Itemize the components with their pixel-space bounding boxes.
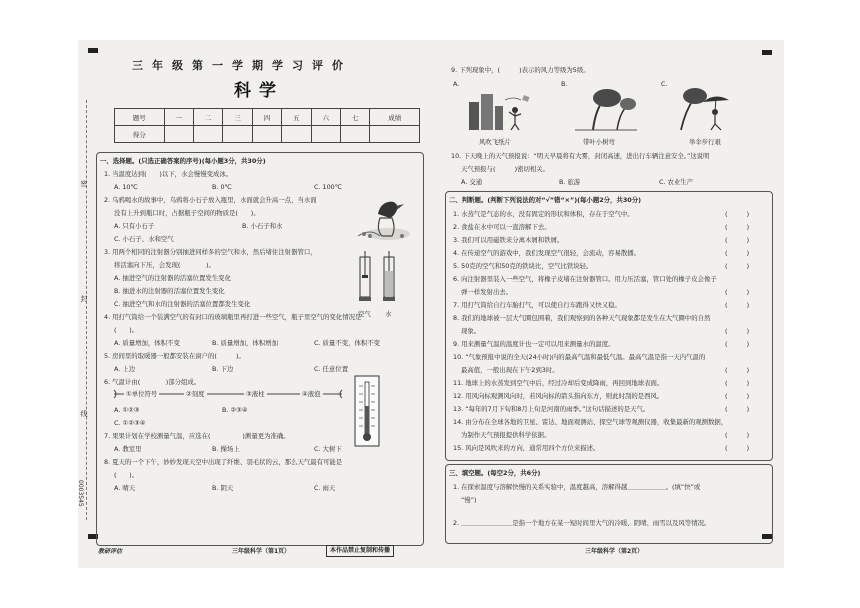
copyright-stamp: 本作品禁止复制和传播	[326, 545, 394, 557]
judge-item-2: 2. 食盐在水中可以一直溶解下去。	[453, 223, 551, 231]
judge-item-8: 8. 我们的地球被一层大气圈包围着，我们观察到的各种天气现象都是发生在大气圈中的自然	[453, 314, 711, 322]
judge-item-11: 11. 地球上的水蒸发到空气中后，经过冷却后变成降雨，再回到地球表面。	[453, 379, 664, 387]
binding-mark-1: 密	[80, 180, 88, 187]
fill-question-2[interactable]: 2. ＿＿＿＿＿＿＿＿是指一个地方在某一短时间里大气的冷暖、阴晴、雨雪以及风等情况。	[453, 519, 711, 527]
q1-option-a[interactable]: A. 10℃	[114, 183, 138, 191]
q1-option-c[interactable]: C. 100℃	[314, 183, 342, 191]
q6-option-c[interactable]: C. ①②③④	[114, 419, 146, 427]
serial-number: 0003545	[77, 480, 84, 507]
umbrella-walk-illustration	[675, 84, 741, 132]
score-cell[interactable]	[311, 126, 340, 143]
q9-option-a[interactable]: A.	[453, 80, 460, 88]
q2-option-c[interactable]: C. 小石子、水和空气	[114, 235, 174, 243]
score-cell[interactable]	[164, 126, 193, 143]
score-row-label: 得分	[115, 126, 165, 143]
score-header: 题号	[115, 109, 165, 126]
subject-title: 科学	[234, 81, 284, 101]
thermometer-part-2: ②刻度	[186, 390, 205, 398]
answer-paren[interactable]: ( )	[725, 340, 750, 348]
q9-option-b[interactable]: B.	[561, 80, 568, 88]
exam-sheet	[78, 40, 784, 568]
q10-option-b[interactable]: B. 旅游	[559, 178, 581, 186]
answer-paren[interactable]: ( )	[725, 379, 750, 387]
answer-paren[interactable]: ( )	[725, 288, 750, 296]
question-3-cont: 将活塞向下压，会发现( )。	[114, 261, 215, 269]
section-3-title: 三、填空题。(每空2分，共6分)	[449, 469, 541, 477]
q9-caption-c: 举伞步行艰	[689, 138, 721, 146]
q2-option-a[interactable]: A. 只有小石子	[114, 222, 155, 230]
thermometer-part-1: ①单位符号	[126, 390, 158, 398]
q4-option-b[interactable]: B. 质量增加，体积增加	[212, 339, 278, 347]
exam-title: 三年级第一学期学习评价	[132, 59, 352, 72]
q2-option-b[interactable]: B. 小石子和水	[242, 222, 283, 230]
judge-item-14: 14. 由分布在全球各地的卫星、雷达、地面观测站、探空气球等观测仪器，收集最新的观测数据，	[453, 418, 728, 426]
question-3: 3. 用两个相同的注射器分别抽进同样多的空气和水，然后堵住注射器管口，	[104, 248, 317, 256]
fill-question-1-cont: “慢”)	[461, 496, 477, 504]
score-table	[114, 108, 420, 143]
q5-option-b[interactable]: B. 下边	[212, 365, 234, 373]
question-10: 10. 下天晚上的天气预报说：“明天早晨将有大雾，封闭高速，进出行车辆注意安全。”这说明	[451, 152, 710, 160]
wind-paper-illustration	[465, 88, 535, 132]
score-cell[interactable]	[282, 126, 311, 143]
question-2: 2. 乌鸦喝水的故事中，乌鸦将小石子放入瓶里，水面就会升高一点，当水面	[104, 196, 317, 204]
score-header: 六	[311, 109, 340, 126]
binding-mark-2: 封	[80, 295, 88, 302]
answer-paren[interactable]: ( )	[725, 210, 750, 218]
answer-paren[interactable]: ( )	[725, 405, 750, 413]
q3-option-b[interactable]: B. 抽进水的注射器的活塞位置发生变化	[114, 287, 225, 295]
q7-option-a[interactable]: A. 教室里	[114, 445, 142, 453]
judge-item-3: 3. 我们可以用磁铁来分离木屑和铁屑。	[453, 236, 564, 244]
judge-item-10: 10. “气象预报中说的全天(24小时)内的最高气温和最低气温。最高气温是指一天内气温的	[453, 353, 706, 361]
score-header: 成绩	[370, 109, 420, 126]
judge-item-10-cont: 最高值，一般出现在下午2到3时。	[461, 366, 559, 374]
question-6: 6. 气温计由( )部分组成。	[104, 378, 201, 386]
answer-paren[interactable]: ( )	[725, 392, 750, 400]
q1-option-b[interactable]: B. 0℃	[212, 183, 232, 191]
q5-option-a[interactable]: A. 上边	[114, 365, 136, 373]
q5-option-c[interactable]: C. 任意位置	[314, 365, 349, 373]
q9-option-c[interactable]: C.	[661, 80, 668, 88]
question-9: 9. 下列现象中，( )表示的风力等级为5级。	[451, 66, 590, 74]
syringe-label-water: 水	[385, 310, 392, 318]
q7-option-b[interactable]: B. 操场上	[212, 445, 240, 453]
question-4: 4. 用打气筒给一个装满空气的有封口的玻璃瓶里再打进一些空气，瓶子里空气的变化情况是	[104, 313, 362, 321]
footer-brand: 教研评估	[98, 548, 123, 555]
section-1-title: 一、选择题。(只选正确答案的序号)(每小题3分，共30分)	[100, 157, 266, 165]
q3-option-a[interactable]: A. 抽进空气的注射器的活塞位置发生变化	[114, 274, 231, 282]
q4-option-c[interactable]: C. 质量不变，体积不变	[314, 339, 381, 347]
question-8: 8. 夏天的一个下午，妙妙发现天空中出现了纤维、羽毛状的云，那么天气最有可能是	[104, 458, 343, 466]
score-header: 三	[223, 109, 252, 126]
crow-pitcher-illustration	[350, 194, 414, 244]
question-4-cont: ( )。	[114, 326, 139, 334]
judge-item-14-cont: 为制作天气预报提供科学依据。	[461, 431, 551, 439]
question-10-cont: 天气预报与( )密切相关。	[461, 165, 550, 173]
judge-item-7: 7. 用打气筒给自行车胎打气，可以使自行车跑得又快又稳。	[453, 301, 621, 309]
answer-paren[interactable]: ( )	[725, 366, 750, 374]
score-header: 二	[193, 109, 222, 126]
judge-item-1: 1. 水蒸气是气态的水，没有固定的形状和体积，存在于空气中。	[453, 210, 634, 218]
answer-paren[interactable]: ( )	[725, 249, 750, 257]
question-5: 5. 房间里的取暖器一般都安装在窗户的( )。	[104, 352, 245, 360]
syringe-illustration	[354, 251, 404, 313]
answer-paren[interactable]: ( )	[725, 262, 750, 270]
question-1: 1. 当温度达到( )以下，水会慢慢变成冰。	[104, 170, 233, 178]
question-8-cont: ( )。	[114, 471, 139, 479]
binding-mark-3: 线	[80, 410, 88, 417]
score-header: 五	[282, 109, 311, 126]
answer-paren[interactable]: ( )	[725, 327, 750, 335]
thermometer-illustration	[352, 374, 382, 448]
judge-item-6: 6. 向注射器里装入一些空气，将橡子皮堵在注射器管口。用力压活塞，管口处的橡子皮会像子	[453, 275, 717, 283]
q10-option-a[interactable]: A. 交通	[461, 178, 483, 186]
section-2-title: 二、判断题。(判断下列说法的对“√”错“×”)(每小题2分，共30分)	[449, 196, 642, 204]
tree-bending-illustration	[573, 86, 639, 132]
q7-option-c[interactable]: C. 大树下	[314, 445, 342, 453]
judge-item-5: 5. 50克的空气和50克的铁块比，空气比铁块轻。	[453, 262, 593, 270]
score-header: 一	[164, 109, 193, 126]
score-cell[interactable]	[340, 126, 369, 143]
q10-option-c[interactable]: C. 农业生产	[659, 178, 694, 186]
thermometer-part-3: ③液柱	[246, 390, 265, 398]
score-cell[interactable]	[193, 126, 222, 143]
answer-paren[interactable]: ( )	[725, 301, 750, 309]
q6-option-b[interactable]: B. ②③④	[222, 406, 248, 414]
judge-item-8-cont: 现象。	[461, 327, 481, 335]
footer-page-1: 三年级科学（第1页）	[232, 548, 291, 555]
q8-option-b[interactable]: B. 阴天	[212, 484, 234, 492]
question-2-cont: 没有上升到瓶口时，占据瓶子空间的物质是( )。	[114, 209, 260, 217]
judge-item-6-cont: 弹一样发射出去。	[461, 288, 513, 296]
q8-option-a[interactable]: A. 晴天	[114, 484, 136, 492]
score-cell[interactable]	[252, 126, 281, 143]
score-cell[interactable]	[223, 126, 252, 143]
q6-option-a[interactable]: A. ①②③	[114, 406, 140, 414]
judge-item-15: 15. 风向是风吹来的方向，通常用四个方位来描述。	[453, 444, 600, 452]
syringe-label-air: 空气	[358, 310, 371, 318]
thermometer-part-4: ④液泡	[302, 390, 321, 398]
answer-paren[interactable]: ( )	[725, 223, 750, 231]
q3-option-c[interactable]: C. 抽进空气和水的注射器的活塞位置都发生变化	[114, 300, 251, 308]
score-header: 四	[252, 109, 281, 126]
judge-item-13: 13. “每年的7月下旬和8月上旬是河南的雨季。”这句话描述的是天气。	[453, 405, 650, 413]
answer-paren[interactable]: ( )	[725, 444, 750, 452]
registration-mark	[88, 48, 98, 53]
q9-caption-a: 风吹飞纸片	[479, 138, 511, 146]
score-header: 七	[340, 109, 369, 126]
q8-option-c[interactable]: C. 雨天	[314, 484, 336, 492]
q9-caption-b: 带叶小树弯	[583, 138, 615, 146]
judge-item-12: 12. 用风向标观测风向时，若风向标的箭头指向东方，则此时刮的是西风。	[453, 392, 664, 400]
score-cell[interactable]	[370, 126, 420, 143]
answer-paren[interactable]: ( )	[725, 236, 750, 244]
q4-option-a[interactable]: A. 质量增加，体积不变	[114, 339, 180, 347]
question-7: 7. 果果计划在学校测量气温，应选在( )测量更为准确。	[104, 432, 290, 440]
judge-item-9: 9. 用来测量气温的温度计也一定可以用来测量水的温度。	[453, 340, 615, 348]
answer-paren[interactable]: ( )	[725, 431, 750, 439]
footer-page-2: 三年级科学（第2页）	[585, 548, 644, 555]
page-1	[82, 54, 420, 554]
page-2	[443, 54, 775, 554]
fill-question-1[interactable]: 1. 在探索温度与溶解快慢的关系实验中，温度越高，溶解得越＿＿＿＿＿＿。(填“快”或	[453, 483, 701, 491]
judge-item-4: 4. 在传递空气的游戏中，我们发现空气很轻，会流动，容易散播。	[453, 249, 641, 257]
